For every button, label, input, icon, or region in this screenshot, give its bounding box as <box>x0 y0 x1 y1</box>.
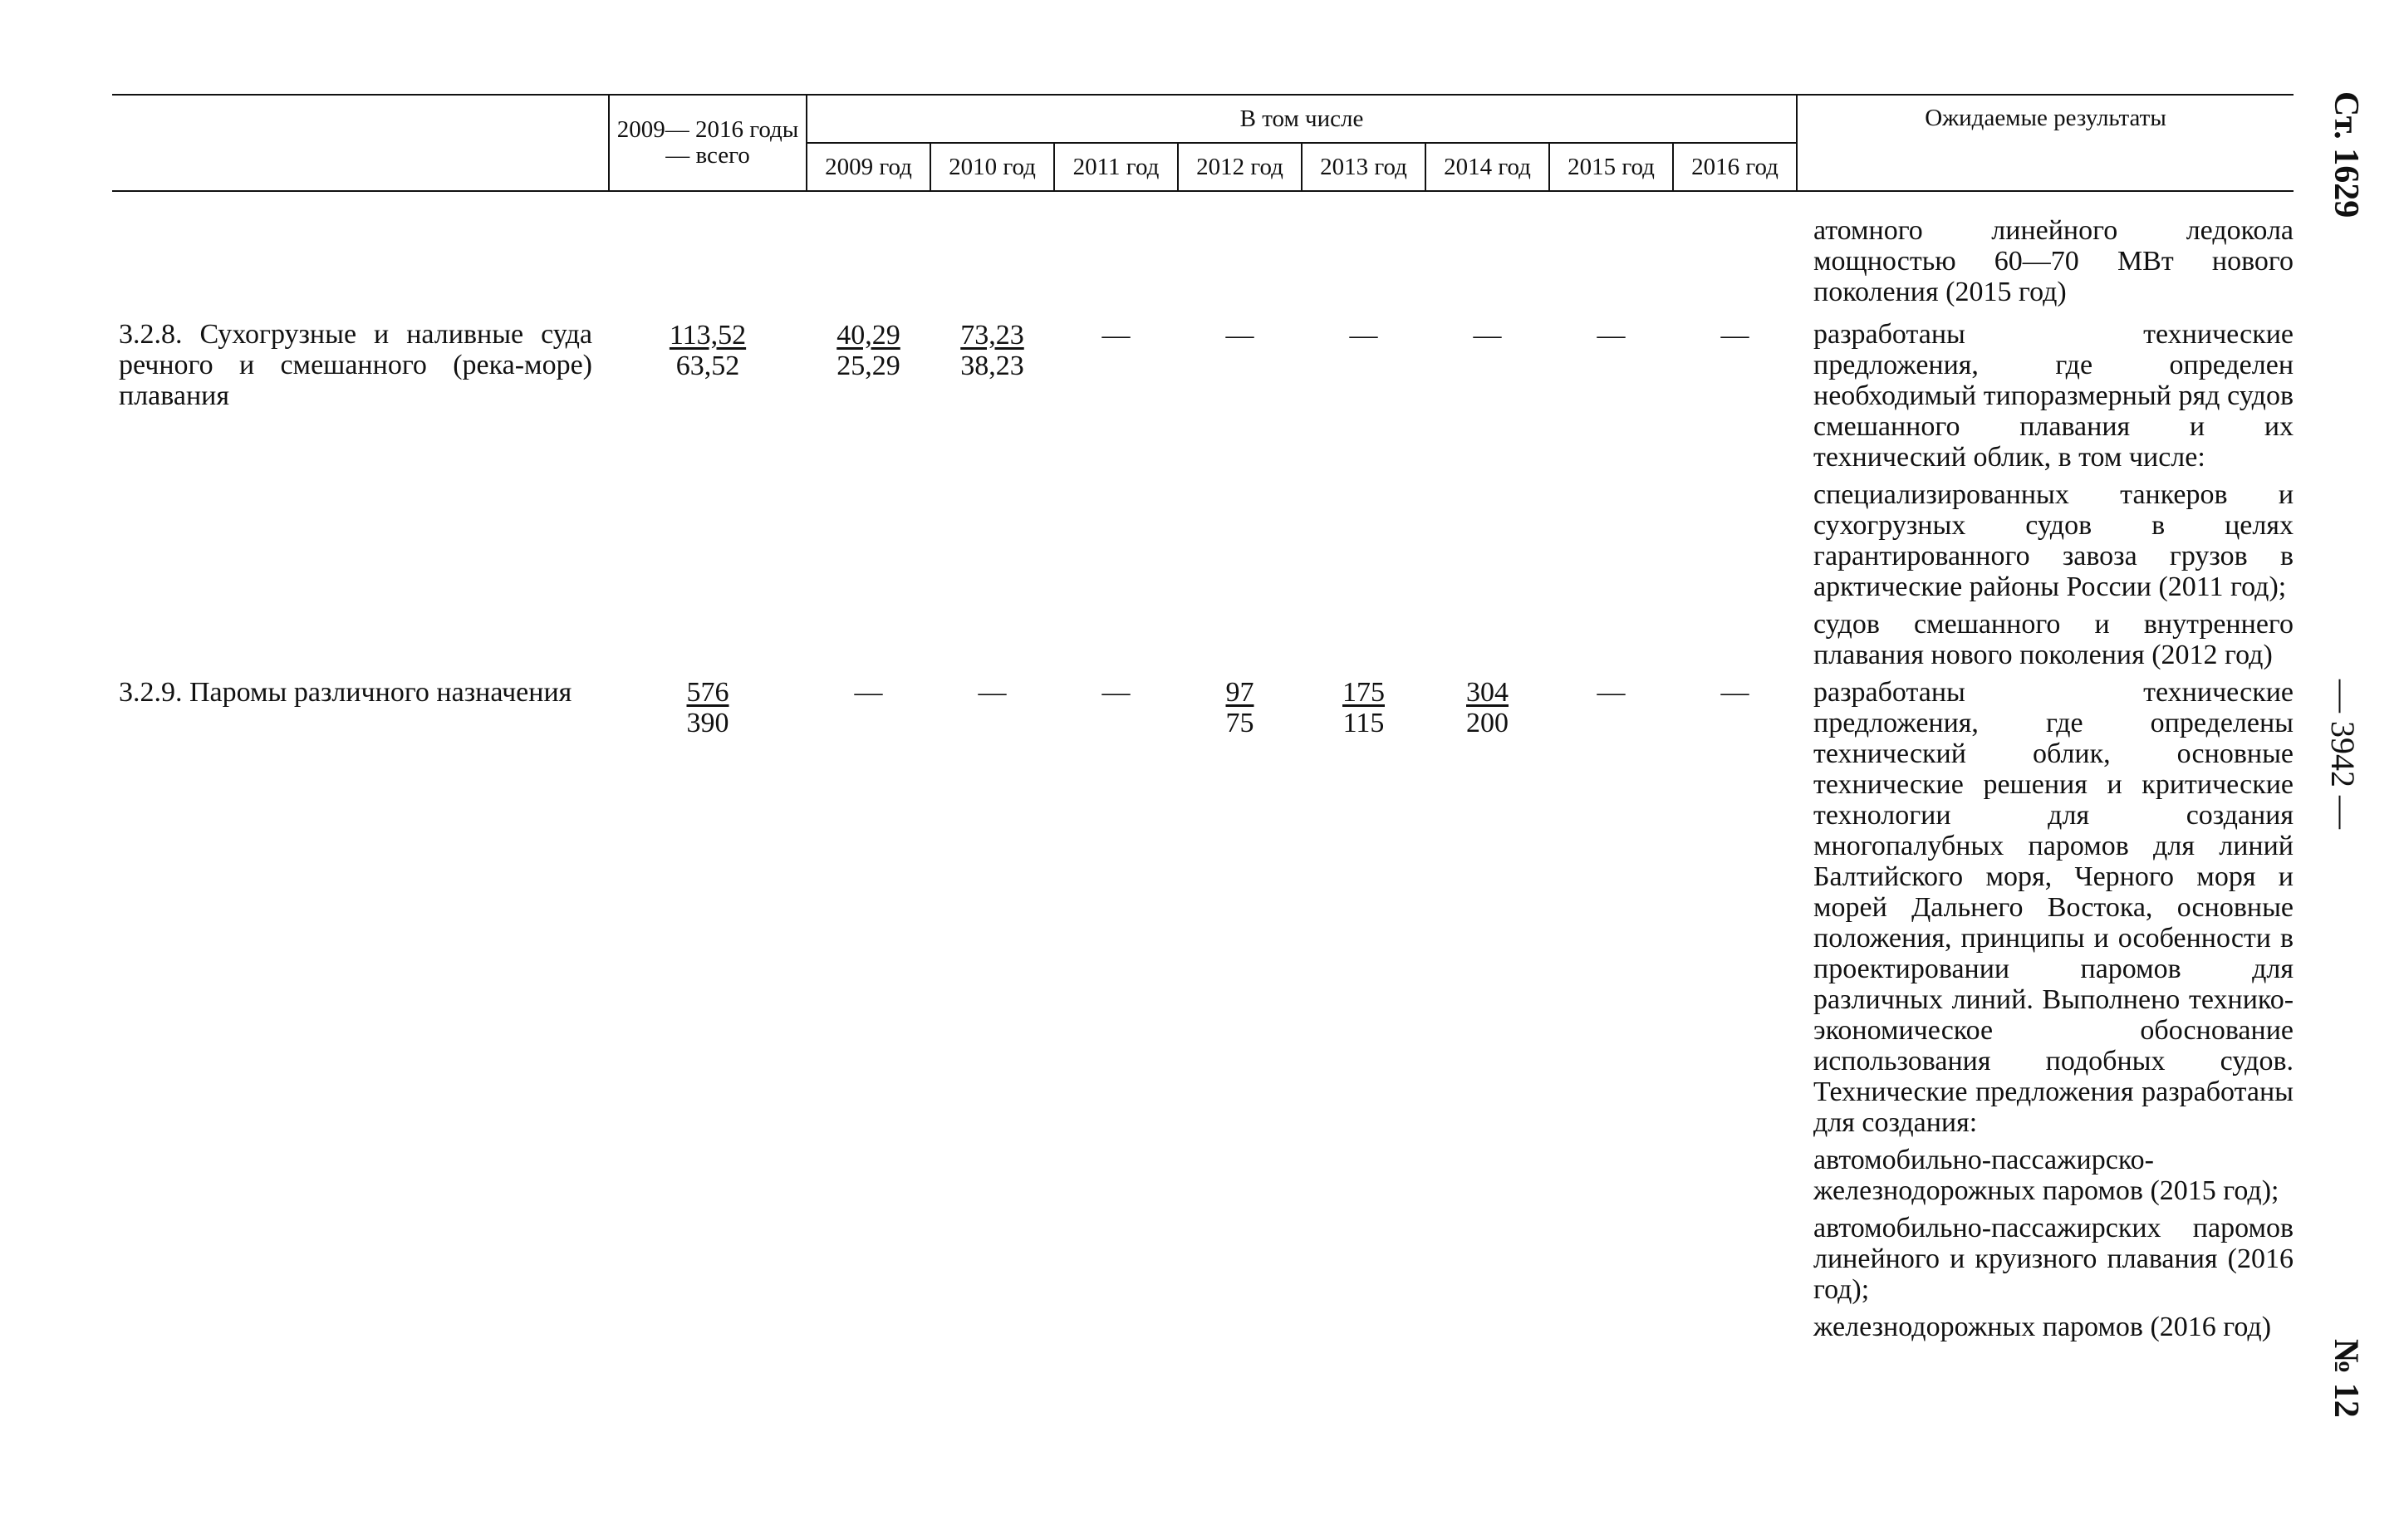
continuation-row <box>112 191 2294 319</box>
value-denominator: 115 <box>1342 708 1385 738</box>
value-numerator: 576 <box>686 677 729 708</box>
header-year: 2009 год <box>807 143 930 191</box>
value-fraction <box>1466 677 1509 738</box>
header-row-1 <box>112 95 2294 143</box>
results-paragraph: судов смешанного и внутреннего плавания нового поколения (2012 год) <box>1813 609 2294 670</box>
value-numerator: 113,52 <box>669 320 747 351</box>
value-fraction <box>670 320 746 381</box>
value-fraction <box>960 320 1024 381</box>
empty-value-dash: — <box>1101 320 1131 351</box>
header-results: Ожидаемые результаты <box>1797 95 2294 191</box>
row-label: 3.2.8. Сухогрузные и наливные суда речного и смешанного (река-море) плавания <box>119 319 592 411</box>
header-item <box>112 95 609 191</box>
value-numerator: 97 <box>1225 677 1254 708</box>
value-denominator: 390 <box>686 708 729 738</box>
value-denominator: 63,52 <box>675 351 740 381</box>
value-fraction <box>1226 677 1254 738</box>
header-year: 2013 год <box>1302 143 1425 191</box>
value-denominator: 38,23 <box>960 351 1024 381</box>
row-results <box>1813 319 2294 670</box>
results-paragraph: автомобильно-пассажирско-железнодорожных паромов (2015 год); <box>1813 1145 2279 1206</box>
results-paragraph: разработаны технические предложения, где определены технический облик, основные технические решения и критические технологии для создания многопалубных паромов для линий Балтийского моря, Черного моря и морей Дальнего Востока, основные положения, принципы и особенности в проектировании паромов для различных линий. Выполнено технико-экономическое обоснование использования подобных судов. Технические предложения разработаны для создания: <box>1813 677 2294 1138</box>
header-year: 2012 год <box>1178 143 1302 191</box>
value-denominator: 75 <box>1225 708 1254 738</box>
row-label: 3.2.9. Паромы различного назначения <box>119 677 572 708</box>
table-row <box>112 670 2294 1342</box>
empty-value-dash: — <box>1225 320 1254 351</box>
header-year: 2011 год <box>1054 143 1178 191</box>
row-results <box>1813 677 2294 1342</box>
margin-page-number: — 3942 — <box>2324 679 2362 829</box>
value-numerator: 73,23 <box>960 320 1024 351</box>
empty-value-dash: — <box>1349 320 1378 351</box>
margin-issue: № 12 <box>2327 1339 2365 1418</box>
continuation-results: атомного линейного ледокола мощностью 60—70 МВт нового поколения (2015 год) <box>1813 215 2294 307</box>
empty-value-dash: — <box>1597 320 1626 351</box>
header-total: 2009— 2016 годы — всего <box>609 95 807 191</box>
results-paragraph: разработаны технические предложения, где определен необходимый типоразмерный ряд судов смешанного плавания и их технический облик, в том числе: <box>1813 319 2294 473</box>
empty-value-dash: — <box>1720 677 1749 708</box>
header-year: 2010 год <box>930 143 1054 191</box>
empty-value-dash: — <box>1597 677 1626 708</box>
value-denominator: 200 <box>1466 708 1509 738</box>
value-fraction <box>836 320 900 381</box>
header-year: 2015 год <box>1549 143 1673 191</box>
header-group: В том числе <box>807 95 1797 143</box>
results-paragraph: автомобильно-пассажирских паромов линейного и круизного плавания (2016 год); <box>1813 1213 2294 1305</box>
empty-value-dash: — <box>1101 677 1131 708</box>
header-year: 2016 год <box>1673 143 1797 191</box>
budget-table <box>112 94 2294 1342</box>
value-numerator: 40,29 <box>836 320 900 351</box>
value-denominator: 25,29 <box>836 351 900 381</box>
empty-value-dash: — <box>854 677 883 708</box>
results-paragraph: железнодорожных паромов (2016 год) <box>1813 1312 2272 1342</box>
value-fraction <box>687 677 729 738</box>
header-year: 2014 год <box>1425 143 1549 191</box>
value-numerator: 304 <box>1466 677 1509 708</box>
results-paragraph: специализированных танкеров и сухогрузных судов в целях гарантированного завоза грузов в арктические районы России (2011 год); <box>1813 479 2294 602</box>
empty-value-dash: — <box>1473 320 1502 351</box>
margin-article: Ст. 1629 <box>2327 91 2365 218</box>
table-row <box>112 319 2294 670</box>
empty-value-dash: — <box>1720 320 1749 351</box>
value-fraction <box>1342 677 1385 738</box>
value-numerator: 175 <box>1342 677 1385 708</box>
empty-value-dash: — <box>978 677 1007 708</box>
table-body <box>112 191 2294 1342</box>
